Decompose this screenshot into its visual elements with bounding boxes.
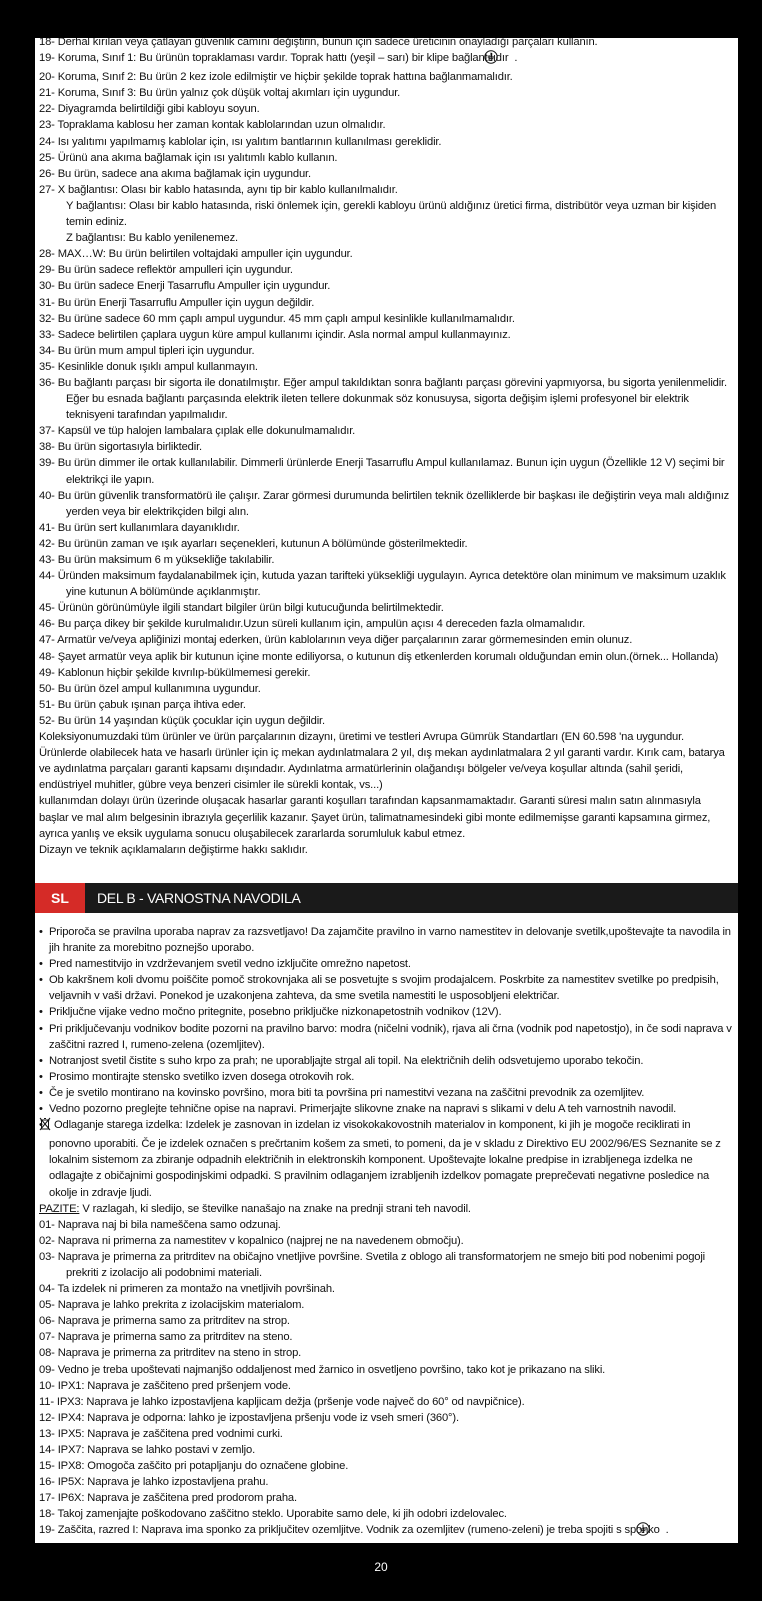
item-number: 04- [39,1283,55,1296]
bullet-text: Notranjost svetil čistite s suho krpo za prah; ne uporabljajte strgal ali topil. Na električnih delih odsvetujemo uporabo tekočin. [49,1054,644,1067]
list-item [39,1426,732,1442]
bullet-item [39,1053,732,1069]
item-number: 27- [39,183,55,196]
item-text: IPX1: Naprava je zaščiteno pred pršenjem vode. [57,1379,291,1392]
note-text: V razlagah, ki sledijo, se številke nanašajo na znake na prednji strani teh navodil. [79,1202,471,1215]
item-text: Derhal kırılan veya çatlayan güvenlik camını değiştirin, bunun için sadece üreticinin onayladığı parçaları kullanın. [57,38,598,48]
list-item [39,520,732,536]
list-item [39,85,732,101]
item-text: IPX3: Naprava je lahko izpostavljena kapljicam dežja (pršenje vode največ do 60° od navpičnice). [56,1395,525,1408]
bullet-dot: • [39,1006,43,1019]
bullet-dot: • [39,1070,43,1083]
list-item [39,359,732,375]
list-item [39,1345,732,1361]
item-text: Bu ürün özel ampul kullanımına uygundur. [57,682,261,695]
item-number: 05- [39,1299,55,1312]
item-text: Bu ürün sadece Enerji Tasarruflu Ampuller için uygundur. [57,280,331,293]
item-text: Kesinlikle donuk ışıklı ampul kullanmayın. [57,360,258,373]
item-number: 37- [39,425,55,438]
item-number: 31- [39,296,55,309]
list-item [39,262,732,278]
item-text: Bu ürüne sadece 60 mm çaplı ampul uygundur. 45 mm çaplı ampul kesinlikle kullanılmamalıdır. [57,312,515,325]
item-text: Bu ürün sadece reflektör ampulleri için uygundur. [57,264,293,277]
note [39,1201,732,1217]
list-item [39,455,732,487]
bullet-item [39,1069,732,1085]
list-item [39,616,732,632]
list-item [39,665,732,681]
list-item [39,649,732,665]
item-number: 17- [39,1492,55,1505]
list-item [39,343,732,359]
item-text: Naprava je primerna za pritrditev na steno in strop. [57,1347,302,1360]
item-number: 30- [39,280,55,293]
item-text: Naprava naj bi bila nameščena samo odzunaj. [57,1218,281,1231]
item-number: 52- [39,714,55,727]
item-text: Ürünün görünümüyle ilgili standart bilgiler ürün bilgi kutucuğunda belirtilmektedir. [57,602,444,615]
list-item [39,117,732,133]
list-item [39,423,732,439]
bullet-dot: • [39,1086,43,1099]
item-number: 22- [39,103,55,116]
list-item [39,1233,732,1249]
bullet-dot: • [39,1119,43,1132]
item-number: 51- [39,698,55,711]
item-number: 12- [39,1411,55,1424]
item-text: IP5X: Naprava je lahko izpostavljena prahu. [57,1476,269,1489]
item-text: Takoj zamenjajte poškodovano zaščitno steklo. Uporabite samo dele, ki jih odobri izdelovalec. [57,1508,507,1521]
slovenian-instructions [39,924,732,1542]
item-text: Bu ürün, sadece ana akıma bağlamak için uygundur. [57,167,311,180]
bullet-text: Ob kakršnem koli dvomu poiščite pomoč strokovnjaka ali se posvetujte s svojim prodajalcem. Poskrbite za namestitev svetilke po predpisih, veljavnih v vaši državi. Ponekod je uzakonjena zahteva, da sme svetila namestiti le usposobljeni električar. [49,974,719,1003]
item-text: Diyagramda belirtildiği gibi kabloyu soyun. [57,103,260,116]
item-number: 19- [39,52,55,65]
list-item [39,101,732,117]
list-item [39,1442,732,1458]
top-border [0,0,762,38]
item-number: 25- [39,151,55,164]
list-item [39,1522,732,1541]
item-text: Topraklama kablosu her zaman kontak kablolarından uzun olmalıdır. [57,119,386,132]
item-number: 09- [39,1363,55,1376]
list-item [39,69,732,85]
item-text: Koruma, Sınıf 1: Bu ürünün topraklaması vardır. Toprak hattı (yeşil – sarı) bir klipe bağlantılıdır [57,52,509,65]
bullet-item [39,956,732,972]
bullet-item [39,1004,732,1020]
list-item [39,1394,732,1410]
list-item [39,568,732,600]
paragraph: Koleksiyonumuzdaki tüm ürünler ve ürün parçalarının dizaynı, üretimi ve testleri Avrupa Gümrük Standartları (EN 60.598 'na uygundur. Ürünlerde olabilecek hata ve hasarlı ürünler için iç mekan aydınlatmalara 2 yıl, dış mekan aydınlatmalara 2 yıl garanti vardır. Kırık cam, batarya ve aydınlatma parçaları garanti kapsamı dışındadır. Aydınlatma armatürlerinin olağandışı bölgeler ve/veya koşullar altında (sahil şeridi, endüstriyel muhitler, gübre veya benzeri cisimler ile sürekli kontak, vs...) [39,731,725,792]
list-item [39,1281,732,1297]
bullet-text: Priključne vijake vedno močno pritegnite, posebno priključke nizkonapetostnih vodnikov (12V). [49,1006,502,1019]
item-text: Bu ürün Enerji Tasarruflu Ampuller için uygun değildir. [57,296,315,309]
bullet-text: Priporoča se pravilna uporaba naprav za razsvetljavo! Da zajamčite pravilno in varno namestitev in delovanje svetilk,upoštevajte ta navodila in jih hranite za morebitno poznejšo uporabo. [49,926,731,955]
bullet-text: Pred namestitvijo in vzdrževanjem svetil vedno izključite omrežno napetost. [49,958,411,971]
list-item [39,1458,732,1474]
bullet-dot: • [39,958,43,971]
item-number: 15- [39,1460,55,1473]
item-text: Naprava je lahko prekrita z izolacijskim materialom. [57,1299,305,1312]
page-sheet [35,38,738,1543]
list-item [39,166,732,182]
list-item [39,1474,732,1490]
list-item [39,1297,732,1313]
list-item [39,230,732,246]
item-number: 13- [39,1427,55,1440]
list-item [39,1410,732,1426]
list-item [39,50,732,69]
item-number: 21- [39,87,55,100]
bullet-text: Prosimo montirajte stensko svetilko izven dosega otrokovih rok. [49,1070,355,1083]
item-text: Naprava ni primerna za namestitev v kopalnico (najprej ne na navedenem območju). [57,1234,464,1247]
bullet-text: Če je svetilo montirano na kovinsko površino, mora biti ta površina pri namestitvi vezana na zaščitni prevodnik za ozemljitev. [49,1086,645,1099]
list-item [39,182,732,198]
list-item [39,1506,732,1522]
item-text: Bu ürün dimmer ile ortak kullanılabilir. Dimmerli ürünlerde Enerji Tasarruflu Ampul kullanılamaz. Bunun için uygun (Özellikle 12 V) seçimi bir elektrikçi ile yapın. [57,457,725,486]
list-item [39,600,732,616]
item-text: Kablonun hiçbir şekilde kıvrılıp-bükülmemesi gerekir. [57,666,311,679]
bullet-item [39,924,732,956]
bullet-item [39,972,732,1004]
item-number: 43- [39,554,55,566]
list-item [39,536,732,552]
item-number: 44- [39,570,55,583]
item-number: 50- [39,682,55,695]
item-number: 24- [39,135,55,148]
item-suffix: . [514,52,518,65]
item-text: Naprava je primerna samo za pritrditev na strop. [57,1315,290,1328]
item-text: Şayet armatür veya aplik bir kutunun içine monte ediliyorsa, o kutunun diş etkenlerden korumalı olduğundan emin olun.(örnek... Hollanda) [57,650,719,663]
item-number: 35- [39,360,55,373]
list-item [39,134,732,150]
item-number: 39- [39,457,55,470]
item-text: Bu ürün güvenlik transformatörü ile çalışır. Zarar görmesi durumunda belirtilen teknik özelliklerde bir başkası ile değiştirin veya malı aldığınız yerden veya bir elektrikçiden bilgi alın. [57,489,730,518]
item-number: 36- [39,376,55,389]
item-number: 28- [39,248,55,261]
list-item [39,697,732,713]
list-item [39,1313,732,1329]
language-badge: SL [35,883,85,913]
item-text: Bu ürün sigortasıyla birliktedir. [57,441,202,454]
list-item [39,311,732,327]
item-number: 32- [39,312,55,325]
item-text: Kapsül ve tüp halojen lambalara çıplak elle dokunulmamalıdır. [57,425,356,438]
list-item [39,278,732,294]
item-number: 20- [39,71,55,84]
item-text: Armatür ve/veya apliğinizi montaj ederken, ürün kablolarının veya diğer parçalarının zarar görmemesinden emin olunuz. [57,634,633,647]
list-item [39,1329,732,1345]
item-text: Bu ürün çabuk ışınan parça ihtiva eder. [57,698,246,711]
list-item [39,1362,732,1378]
item-suffix: . [665,1524,669,1537]
item-text: MAX…W: Bu ürün belirtilen voltajdaki ampuller için uygundur. [57,248,353,261]
item-number: 10- [39,1379,55,1392]
section-header-sl [35,883,738,913]
item-number: 02- [39,1234,55,1247]
bullet-dot: • [39,974,43,987]
bullet-dot: • [39,1022,43,1035]
item-number: 41- [39,521,55,534]
item-number: 48- [39,650,55,663]
item-number: 08- [39,1347,55,1360]
turkish-instructions [39,38,732,858]
item-text: Ürünü ana akıma bağlamak için ısı yalıtımlı kablo kullanın. [57,151,338,164]
bullet-text: Vedno pozorno preglejte tehnične opise na napravi. Primerjajte slikovne znake na napravi s slikami v delu A teh varnostnih navodil. [49,1103,677,1116]
item-number: 26- [39,167,55,180]
list-item [39,681,732,697]
list-item [39,246,732,262]
item-number: 18- [39,38,55,48]
bullet-item [39,1021,732,1053]
item-text: Zaščita, razred I: Naprava ima sponko za priključitev ozemljitve. Vodnik za ozemljitev (rumeno-zeleni) je treba spojiti s sponko [57,1524,660,1537]
item-text: Y bağlantısı: Olası bir kablo hatasında, riski önlemek için, gerekli kabloyu ürünü aldığınız üretici firma, distribütör veya uzman bir kişiden temin ediniz. [66,199,717,229]
item-text: Bu bağlantı parçası bir sigorta ile donatılmıştır. Eğer ampul takıldıktan sonra bağlantı parçası görevini yapmıyorsa, bu sigorta yenilenmelidir. Eğer bu esnada bağlantı parçasında elektrik ileten tellere dokunmak söz konusuysa, sigorta değişim işlemi profesyonel bir elektrik teknisyeni tarafından yapılmalıdır. [57,376,727,422]
item-text: Isı yalıtımı yapılmamış kablolar için, ısı yalıtım bantlarının kullanılması gereklidir. [57,135,442,148]
item-text: Bu ürün sert kullanımlara dayanıklıdır. [57,521,240,534]
list-item [39,1490,732,1506]
item-number: 16- [39,1476,55,1489]
bullet-dot: • [39,926,43,938]
list-item [39,327,732,343]
item-number: 18- [39,1508,55,1521]
item-number: 33- [39,328,55,341]
item-number: 07- [39,1331,55,1344]
paragraph: kullanımdan dolayı ürün üzerinde oluşacak hasarlar garanti koşulları tarafından kapsanmamaktadır. Garanti süresi malın satın alınmasıyla başlar ve mal alım belgesinin ibrazıyla geçerlilik kazanır. Şayet ürün, talimatnamesindeki gibi monte edilmemişse garanti kapsamına girmez, ayrıca yanlış ve eksik uygulama sonucu oluşabilecek zararlarda sorumluluk kabul etmez. [39,795,711,840]
list-item [39,150,732,166]
item-number: 23- [39,119,55,132]
item-number: 42- [39,537,55,550]
item-number: 11- [39,1395,54,1408]
list-item [39,1249,732,1281]
item-text: Vedno je treba upoštevati najmanjšo oddaljenost med žarnico in osvetljeno površino, tako kot je prikazano na sliki. [57,1363,606,1376]
crossed-bin-icon [49,1117,51,1136]
item-text: Koruma, Sınıf 3: Bu ürün yalnız çok düşük voltaj akımları için uygundur. [57,87,401,100]
item-text: Naprava je primerna samo za pritrditev na steno. [57,1331,293,1344]
item-text: Koruma, Sınıf 2: Bu ürün 2 kez izole edilmiştir ve hiçbir şekilde toprak hattına bağlanmamalıdır. [57,71,513,84]
list-item [39,552,732,568]
list-item [39,295,732,311]
item-text: Bu ürün 14 yaşından küçük çocuklar için uygun değildir. [57,714,325,727]
bullet-item [39,1117,732,1200]
list-item [39,713,732,729]
list-item [39,198,732,230]
section-title: DEL B - VARNOSTNA NAVODILA [97,890,301,906]
item-text: Sadece belirtilen çaplara uygun küre ampul kullanımı içindir. Asla normal ampul kullanmayınız. [57,328,511,341]
list-item [39,488,732,520]
bullet-item [39,1101,732,1117]
item-text: Ta izdelek ni primeren za montažo na vnetljivih površinah. [57,1283,335,1296]
list-item [39,1378,732,1394]
list-item [39,1217,732,1233]
item-number: 34- [39,344,55,357]
item-text: IP6X: Naprava je zaščitena pred prodorom praha. [57,1492,297,1505]
page-number: 20 [374,1560,388,1574]
bullet-dot: • [39,1054,43,1067]
item-text: IPX8: Omogoča zaščito pri potapljanju do označene globine. [57,1460,349,1473]
item-number: 19- [39,1524,55,1537]
list-item [39,38,732,50]
bullet-text: Pri priključevanju vodnikov bodite pozorni na pravilno barvo: modra (ničelni vodnik), rjava ali črna (vodnik pod napetostjo), in če sodi naprava v zaščitni razred I, rumeno-zelena (ozemljitev). [49,1022,732,1051]
item-number: 06- [39,1315,55,1328]
list-item [39,632,732,648]
item-number: 29- [39,264,55,277]
item-number: 47- [39,634,55,647]
bullet-text: Odlaganje starega izdelka: Izdelek je zasnovan in izdelan iz visokokakovostnih materialov in komponent, ki jih je mogoče reciklirati in ponovno uporabiti. Če je izdelek označen s prečrtanim košem za smeti, to pomeni, da je v skladu z Direktivo EU 2002/96/ES Seznanite se z lokalnim sistemom za zbiranje odpadnih električnih in elektronskih komponent. Upoštevajte lokalne predpise in izrabljenega izdelka ne odlagajte z običajnimi gospodinjskimi odpadki. S pravilnim odlaganjem izrabljenih izdelkov pomagate preprečevati negativne posledice na okolje in zdravje ljudi. [49,1119,721,1199]
note-label: PAZITE: [39,1202,80,1215]
item-text: Naprava je primerna za pritrditev na običajno vnetljive površine. Svetila z oblogo ali transformatorjem ne smejo biti pod nobenimi pogoji prekriti z izolacijo ali podobnimi materiali. [57,1250,706,1279]
item-text: Bu ürün maksimum 6 m yüksekliğe takılabilir. [57,554,275,566]
item-text: IPX5: Naprava je zaščitena pred vodnimi curki. [57,1427,283,1440]
item-text: X bağlantısı: Olası bir kablo hatasında, aynı tip bir kablo kullanılmalıdır. [57,183,398,196]
item-number: 46- [39,618,55,631]
item-text: Bu ürünün zaman ve ışık ayarları seçenekleri, kutunun A bölümünde gösterilmektedir. [57,537,468,550]
item-number: 38- [39,441,55,454]
list-item [39,439,732,455]
item-text: IPX7: Naprava se lahko postavi v zemljo. [57,1444,256,1456]
item-text: Z bağlantısı: Bu kablo yenilenemez. [66,232,238,245]
item-number: 03- [39,1250,55,1263]
item-text: IPX4: Naprava je odporna: lahko je izpostavljena pršenju vode iz vseh smeri (360°). [57,1411,459,1424]
bullet-item [39,1085,732,1101]
bullet-dot: • [39,1103,43,1116]
item-text: Bu ürün mum ampul tipleri için uygundur. [57,344,255,357]
item-text: Bu parça dikey bir şekilde kurulmalıdır.Uzun süreli kullanım için, ampulün açısı 4 dereceden fazla olmamalıdır. [57,618,586,631]
item-number: 40- [39,489,55,502]
item-text: Üründen maksimum faydalanabilmek için, kutuda yazan tarifteki yüksekliği uygulayın. Ayrıca detektöre olan minimum ve maksimum uzaklık yine kutunun A bölümünde açıklanmıştır. [57,570,726,599]
item-number: 49- [39,666,55,679]
item-number: 45- [39,602,55,615]
list-item [39,375,732,423]
paragraph: Dizayn ve teknik açıklamaların değiştirme hakkı saklıdır. [39,843,308,856]
item-number: 01- [39,1218,55,1231]
item-number: 14- [39,1444,55,1456]
